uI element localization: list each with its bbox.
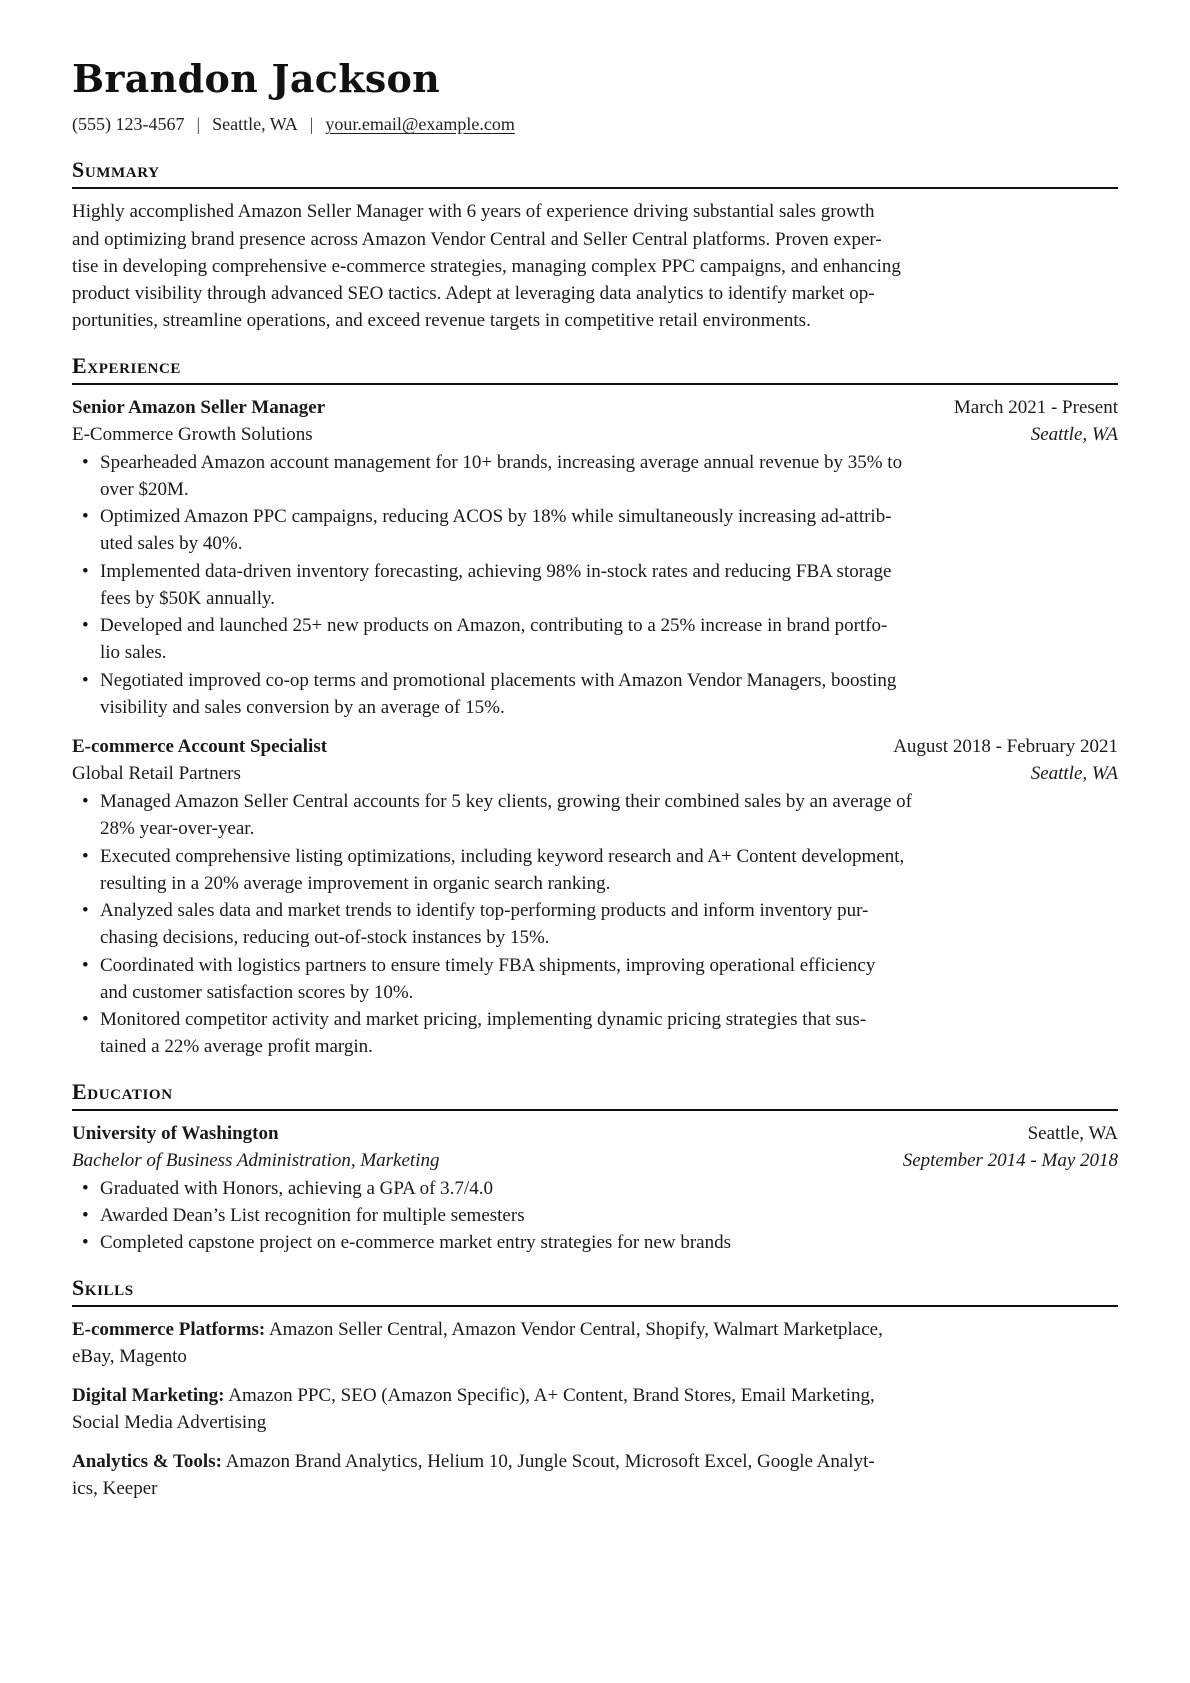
bullet-icon: • bbox=[82, 846, 89, 867]
school-location: Seattle, WA bbox=[1027, 1123, 1118, 1144]
job-title: Senior Amazon Seller Manager bbox=[72, 397, 326, 418]
bullet-icon: • bbox=[82, 561, 89, 582]
phone: (555) 123-4567 bbox=[72, 114, 185, 134]
bullet-line: Awarded Dean’s List recognition for multiple semesters bbox=[100, 1205, 525, 1226]
section-heading-skills bbox=[72, 1275, 1118, 1301]
job-header bbox=[72, 394, 1118, 421]
section-rule bbox=[72, 187, 1118, 189]
job-title: E-commerce Account Specialist bbox=[72, 736, 328, 757]
skill-values: Amazon PPC, SEO (Amazon Specific), A+ Content, Brand Stores, Email Marketing, bbox=[224, 1385, 875, 1406]
summary-line: portunities, streamline operations, and exceed revenue targets in competitive retail environments. bbox=[72, 310, 811, 331]
bullet-icon: • bbox=[82, 452, 89, 473]
bullet-line: Executed comprehensive listing optimizations, including keyword research and A+ Content development, bbox=[100, 846, 905, 867]
summary-line: and optimizing brand presence across Amazon Vendor Central and Seller Central platforms. Proven exper- bbox=[72, 229, 882, 250]
section-rule bbox=[72, 1109, 1118, 1111]
section-heading-experience bbox=[72, 353, 1118, 379]
skill-values: Social Media Advertising bbox=[72, 1412, 267, 1433]
job-subheader bbox=[72, 421, 1118, 448]
education-subheader bbox=[72, 1147, 1118, 1174]
bullet-line: uted sales by 40%. bbox=[100, 533, 243, 554]
company-name: Global Retail Partners bbox=[72, 763, 241, 784]
section-rule bbox=[72, 1305, 1118, 1307]
skill-group-marketing bbox=[72, 1382, 1118, 1436]
location: Seattle, WA bbox=[212, 114, 298, 134]
bullet-icon: • bbox=[82, 1178, 89, 1199]
education-dates: September 2014 - May 2018 bbox=[902, 1150, 1118, 1171]
separator: | bbox=[309, 114, 314, 134]
job-header bbox=[72, 733, 1118, 760]
bullet-line: Completed capstone project on e-commerce market entry strategies for new brands bbox=[100, 1232, 731, 1253]
bullet-line: chasing decisions, reducing out-of-stock instances by 15%. bbox=[100, 927, 550, 948]
skill-label: E-commerce Platforms: bbox=[72, 1319, 266, 1340]
bullet-icon: • bbox=[82, 955, 89, 976]
bullet-line: 28% year-over-year. bbox=[100, 818, 255, 839]
skill-values: ics, Keeper bbox=[72, 1478, 158, 1499]
email-link[interactable]: your.email@example.com bbox=[325, 114, 515, 134]
job-subheader bbox=[72, 760, 1118, 787]
job-dates: August 2018 - February 2021 bbox=[893, 736, 1118, 757]
bullet-line: visibility and sales conversion by an average of 15%. bbox=[100, 697, 505, 718]
bullet-line: Implemented data-driven inventory forecasting, achieving 98% in-stock rates and reducing FBA storage bbox=[100, 561, 892, 582]
bullet-line: Optimized Amazon PPC campaigns, reducing ACOS by 18% while simultaneously increasing ad-attrib- bbox=[100, 506, 892, 527]
bullet-icon: • bbox=[82, 615, 89, 636]
bullet-icon: • bbox=[82, 900, 89, 921]
section-title: Experience bbox=[72, 353, 182, 378]
company-name: E-Commerce Growth Solutions bbox=[72, 424, 313, 445]
skill-label: Digital Marketing: bbox=[72, 1385, 225, 1406]
skill-group-analytics bbox=[72, 1448, 1118, 1502]
separator: | bbox=[196, 114, 201, 134]
bullet-line: Analyzed sales data and market trends to identify top-performing products and inform inventory pur- bbox=[100, 900, 869, 921]
summary-line: tise in developing comprehensive e-commerce strategies, managing complex PPC campaigns, and enhancing bbox=[72, 256, 901, 277]
bullet-line: Developed and launched 25+ new products on Amazon, contributing to a 25% increase in brand portfo- bbox=[100, 615, 888, 636]
bullet-icon: • bbox=[82, 506, 89, 527]
section-rule bbox=[72, 383, 1118, 385]
bullet-line: Graduated with Honors, achieving a GPA of 3.7/4.0 bbox=[100, 1178, 493, 1199]
bullet-line: tained a 22% average profit margin. bbox=[100, 1036, 373, 1057]
bullet-icon: • bbox=[82, 1205, 89, 1226]
bullet-line: Monitored competitor activity and market pricing, implementing dynamic pricing strategies that sus- bbox=[100, 1009, 867, 1030]
candidate-name: Brandon Jackson bbox=[72, 56, 441, 101]
job-location: Seattle, WA bbox=[1030, 424, 1118, 445]
bullet-line: resulting in a 20% average improvement in organic search ranking. bbox=[100, 873, 611, 894]
bullet-icon: • bbox=[82, 1009, 89, 1030]
section-title: Summary bbox=[72, 157, 160, 182]
bullet-line: over $20M. bbox=[100, 479, 189, 500]
contact-line bbox=[72, 114, 515, 135]
school-name: University of Washington bbox=[72, 1123, 279, 1144]
bullet-icon: • bbox=[82, 670, 89, 691]
degree: Bachelor of Business Administration, Marketing bbox=[72, 1150, 440, 1171]
bullet-line: Spearheaded Amazon account management for 10+ brands, increasing average annual revenue by 35% to bbox=[100, 452, 903, 473]
skill-values: eBay, Magento bbox=[72, 1346, 187, 1367]
section-title: Skills bbox=[72, 1275, 134, 1300]
bullet-line: Negotiated improved co-op terms and promotional placements with Amazon Vendor Managers, boosting bbox=[100, 670, 897, 691]
bullet-line: Managed Amazon Seller Central accounts for 5 key clients, growing their combined sales by an average of bbox=[100, 791, 912, 812]
bullet-line: and customer satisfaction scores by 10%. bbox=[100, 982, 414, 1003]
summary-line: product visibility through advanced SEO tactics. Adept at leveraging data analytics to identify market op- bbox=[72, 283, 875, 304]
skill-group-ecommerce bbox=[72, 1316, 1118, 1370]
bullet-line: fees by $50K annually. bbox=[100, 588, 275, 609]
skill-values: Amazon Brand Analytics, Helium 10, Jungle Scout, Microsoft Excel, Google Analyt- bbox=[221, 1451, 875, 1472]
section-title: Education bbox=[72, 1079, 173, 1104]
section-heading-education bbox=[72, 1079, 1118, 1105]
job-location: Seattle, WA bbox=[1030, 763, 1118, 784]
skill-label: Analytics & Tools: bbox=[72, 1451, 222, 1472]
bullet-line: lio sales. bbox=[100, 642, 167, 663]
education-header bbox=[72, 1120, 1118, 1147]
bullet-icon: • bbox=[82, 1232, 89, 1253]
bullet-line: Coordinated with logistics partners to ensure timely FBA shipments, improving operational efficiency bbox=[100, 955, 876, 976]
bullet-icon: • bbox=[82, 791, 89, 812]
job-dates: March 2021 - Present bbox=[953, 397, 1118, 418]
section-heading-summary bbox=[72, 157, 1118, 183]
skill-values: Amazon Seller Central, Amazon Vendor Central, Shopify, Walmart Marketplace, bbox=[265, 1319, 883, 1340]
summary-line: Highly accomplished Amazon Seller Manager with 6 years of experience driving substantial sales growth bbox=[72, 201, 875, 222]
